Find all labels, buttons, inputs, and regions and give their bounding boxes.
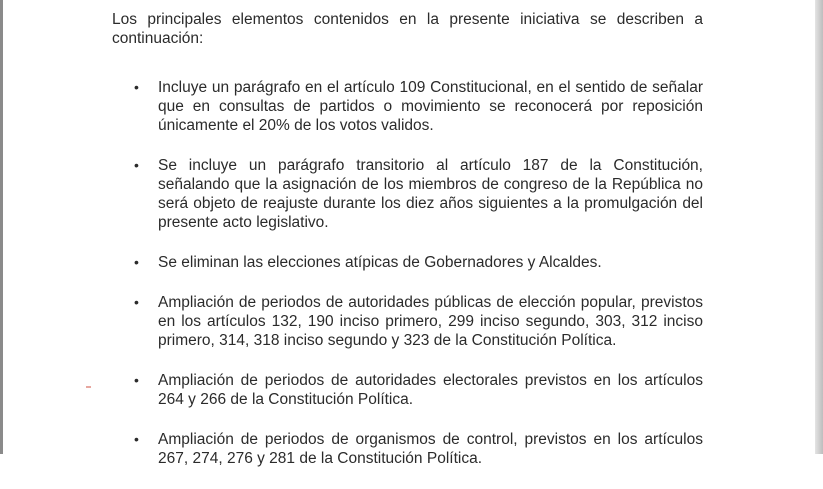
bullet-icon: • <box>134 157 139 173</box>
list-item <box>112 371 703 409</box>
page-edge-left <box>0 0 3 454</box>
list-item-text: Incluye un parágrafo en el artículo 109 Constitucional, en el sentido de señalar que en consultas de partidos o movimiento se reconocerá por reposición únicamente el 20% de los votos validos. <box>158 79 703 134</box>
bullet-icon: • <box>134 254 139 270</box>
bullet-icon: • <box>134 372 139 388</box>
stray-ink-mark <box>86 386 91 388</box>
page-edge-right <box>815 0 823 454</box>
bullet-icon: • <box>134 79 139 95</box>
list-item <box>112 430 703 468</box>
list-item-text: Se eliminan las elecciones atípicas de Gobernadores y Alcaldes. <box>158 254 602 271</box>
list-item-text: Ampliación de periodos de organismos de control, previstos en los artículos 267, 274, 276 y 281 de la Constitución Política. <box>158 431 703 467</box>
list-item-text: Ampliación de periodos de autoridades públicas de elección popular, previstos en los artículos 132, 190 inciso primero, 299 inciso segundo, 303, 312 inciso primero, 314, 318 inciso segundo y 323 de la Constitución Política. <box>158 294 703 349</box>
list-item <box>112 253 703 272</box>
bullet-icon: • <box>134 294 139 310</box>
intro-paragraph: Los principales elementos contenidos en la presente iniciativa se describen a continuación: <box>112 11 703 47</box>
list-item <box>112 293 703 350</box>
bullet-list <box>112 78 703 468</box>
list-item <box>112 156 703 232</box>
list-item-text: Ampliación de periodos de autoridades electorales previstos en los artículos 264 y 266 de la Constitución Política. <box>158 372 703 408</box>
list-item <box>112 78 703 135</box>
bullet-icon: • <box>134 431 139 447</box>
list-item-text: Se incluye un parágrafo transitorio al artículo 187 de la Constitución, señalando que la asignación de los miembros de congreso de la República no será objeto de reajuste durante los diez años siguientes a la promulgación del presente acto legislativo. <box>158 157 703 231</box>
document-page <box>112 10 703 489</box>
